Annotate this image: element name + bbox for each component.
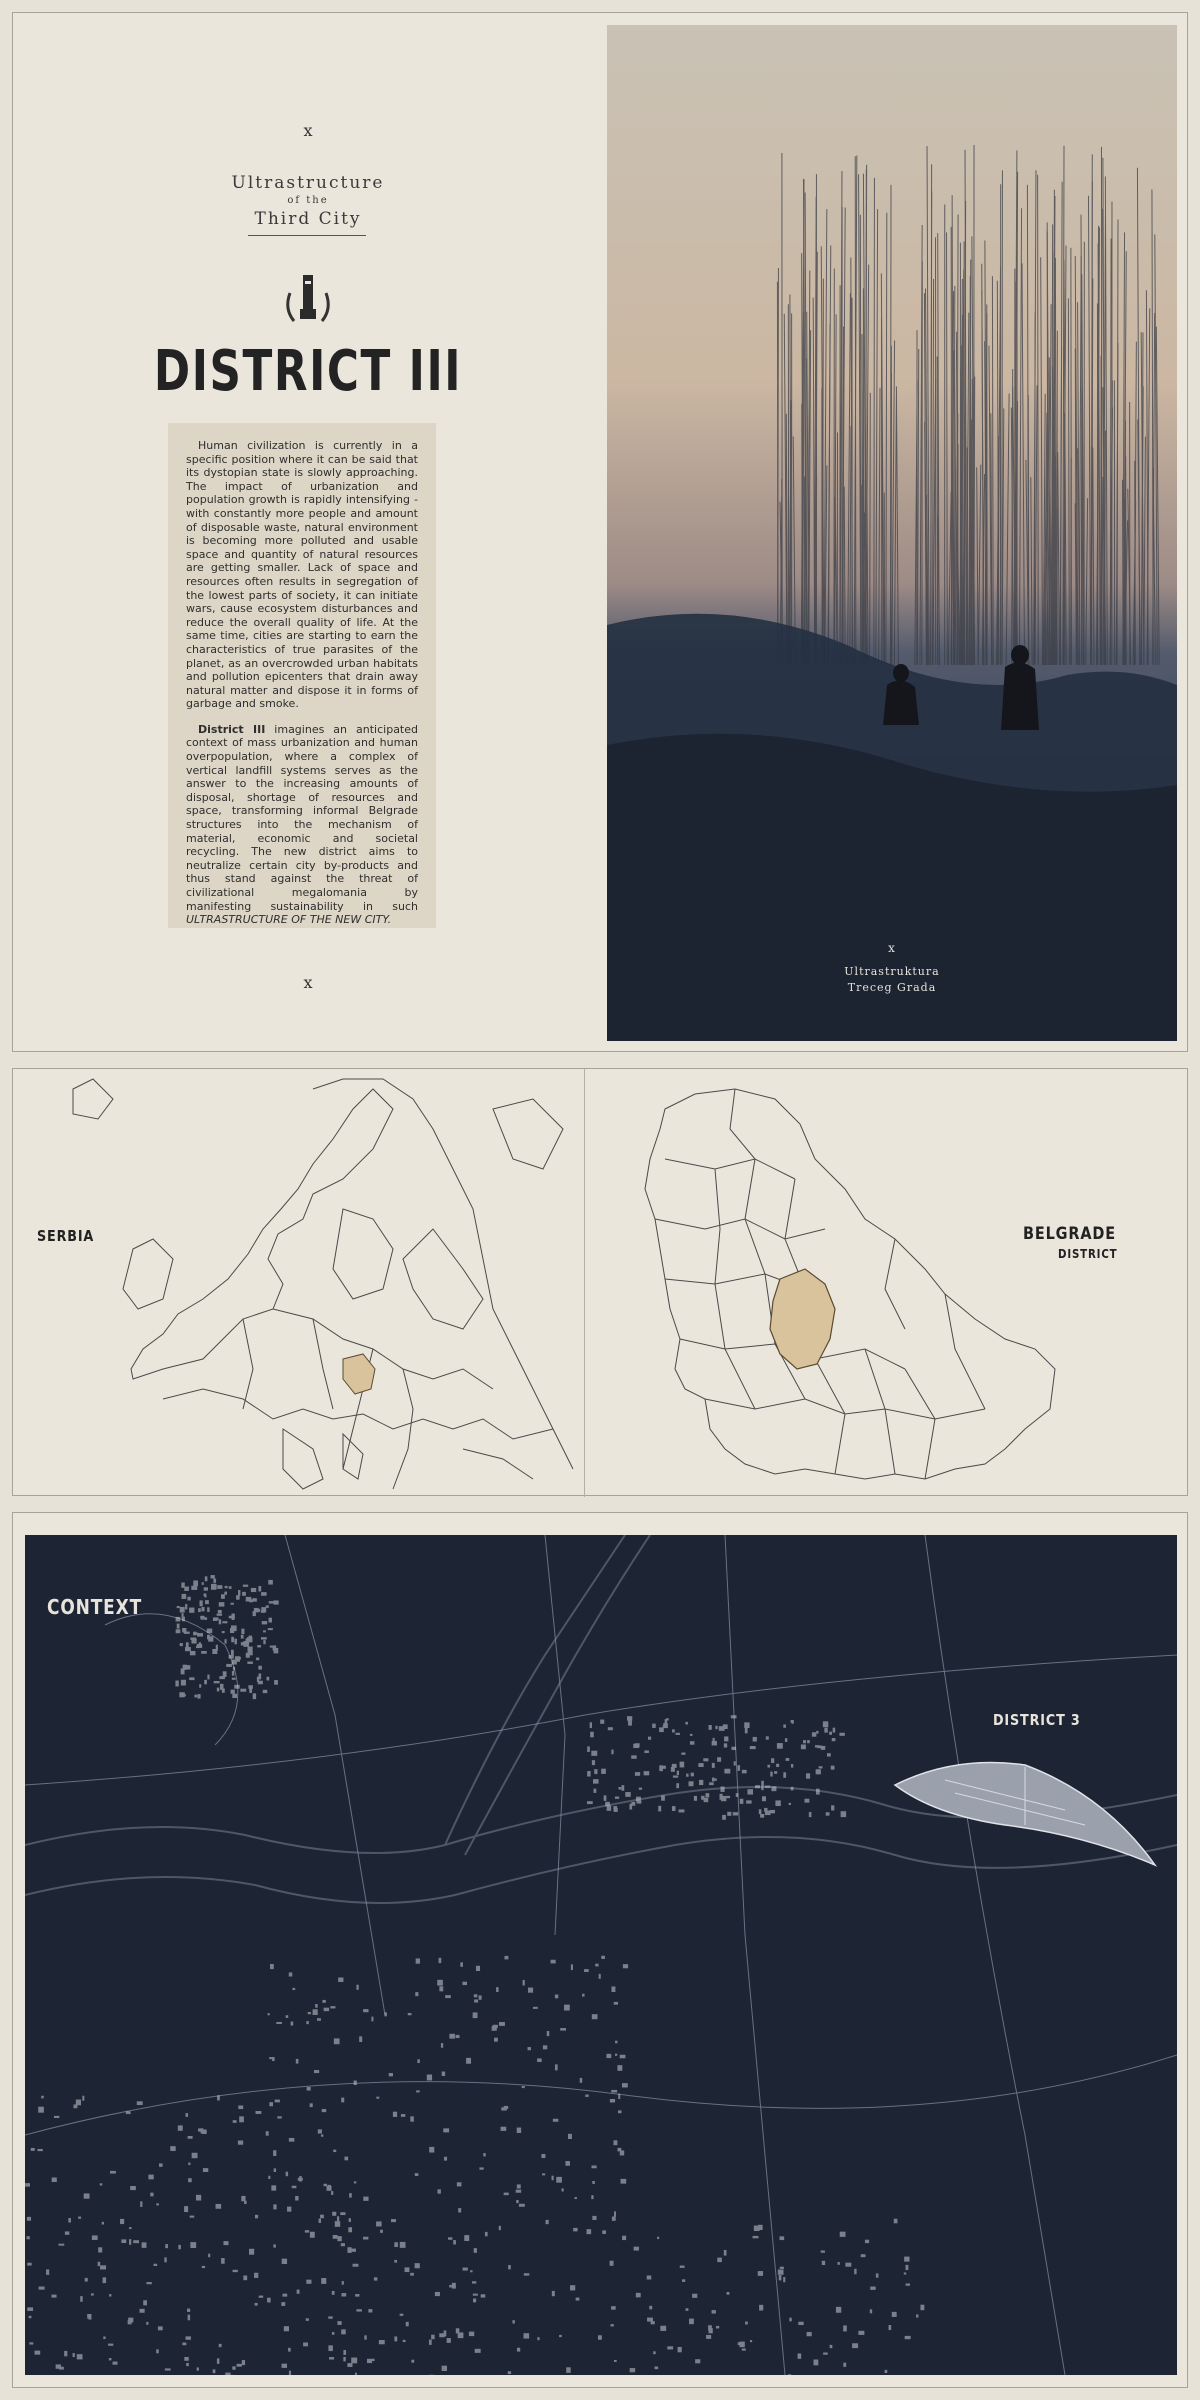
- title-line-2: of the: [287, 195, 329, 206]
- photo-cross-mark: x: [888, 941, 896, 955]
- title-underline: [248, 235, 366, 236]
- context-map: [25, 1535, 1177, 2375]
- text-column: [13, 13, 603, 1053]
- serbia-districts-map: [584, 1069, 1188, 1497]
- intro-panel: [12, 12, 1188, 1052]
- vertical-landfill-illustration: [607, 25, 1177, 1041]
- paragraph-2-tail: ULTRASTRUCTURE OF THE NEW CITY.: [186, 913, 392, 927]
- paragraph-2: [186, 723, 418, 927]
- urban-fabric: [25, 1575, 924, 2375]
- photo-title-line-1: Ultrastruktura: [844, 965, 940, 978]
- belgrade-highlight: [770, 1269, 835, 1369]
- page-heading: DISTRICT III: [153, 339, 463, 404]
- location-maps-panel: [12, 1068, 1188, 1496]
- district-3-label: DISTRICT 3: [993, 1711, 1081, 1729]
- description-box: [168, 423, 436, 928]
- europe-map: [13, 1069, 583, 1497]
- landfill-tower-icon: [278, 271, 338, 327]
- serbia-label: SERBIA: [37, 1227, 95, 1245]
- photo-title-line-2: Treceg Grada: [847, 981, 937, 994]
- bottom-cross-mark: x: [303, 973, 313, 992]
- road-network: [25, 1535, 1177, 2375]
- paragraph-2-lead: District III: [198, 722, 266, 736]
- belgrade-label: BELGRADE: [1023, 1224, 1116, 1244]
- context-map-panel: [12, 1512, 1188, 2388]
- district-label: DISTRICT: [1058, 1247, 1118, 1261]
- title-line-3: Third City: [254, 209, 362, 229]
- top-cross-mark: x: [303, 121, 313, 140]
- context-label: CONTEXT: [47, 1595, 143, 1619]
- paragraph-1: Human civilization is currently in a specific position where it can be said that its dystopian state is slowly approaching. The impact of urbanization and population growth is rapidly intensifying - with constantly more people and amount of disposable waste, natural environment is becoming more polluted and usable space and quantity of natural resources are getting smaller. Lack of space and resources often results in segregation of the lowest parts of society, it can initiate wars, cause ecosystem disturbances and reduce the overall quality of life. At the same time, cities are starting to earn the characteristics of true parasites of the planet, as an overcrowded urban habitats and pollution epicenters that drain away natural matter and dispose it in forms of garbage and smoke.: [186, 439, 418, 711]
- title-line-1: Ultrastructure: [231, 173, 385, 193]
- paragraph-2-body: imagines an anticipated context of mass urbanization and human overpopulation, where a complex of vertical landfill systems serves as the answer to the increasing amounts of disposal, shortage of resources and space, transforming informal Belgrade structures into the mechanism of material, economic and societal recycling. The new district aims to neutralize certain city by-products and thus stand against the threat of civilizational megalomania by manifesting sustainability in such: [186, 722, 418, 913]
